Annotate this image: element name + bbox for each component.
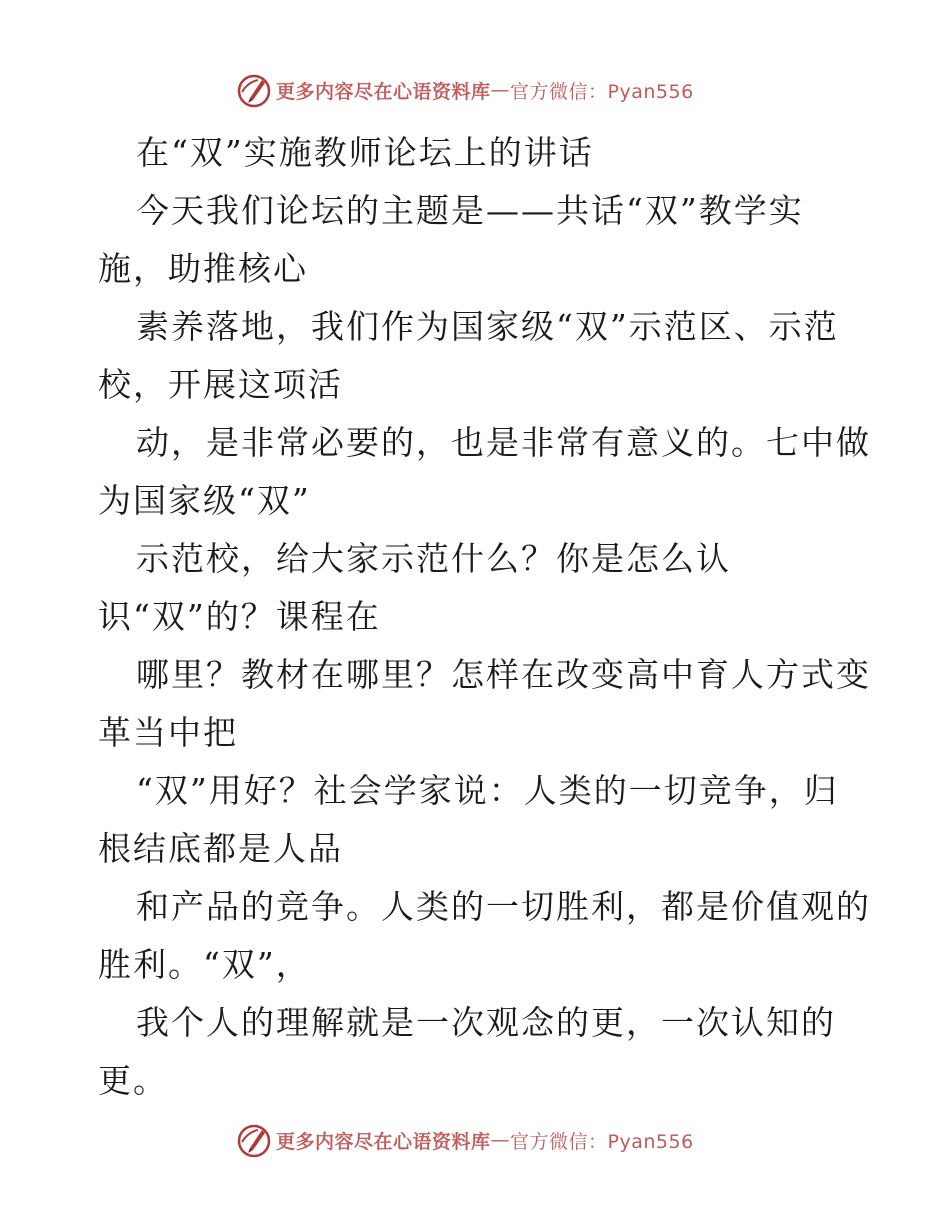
document-title: 在“双”实施教师论坛上的讲话: [136, 133, 594, 172]
document-body: [98, 124, 871, 1110]
text-line: 校，开展这项活: [98, 365, 343, 404]
text-line: 为国家级“双”: [98, 481, 311, 520]
text-line: 今天我们论坛的主题是——共话“双”教学实: [136, 191, 804, 230]
text-line: 根结底都是人品: [98, 829, 343, 868]
header-banner: [236, 72, 694, 108]
text-line: “双”用好？社会学家说：人类的一切竞争，归: [136, 771, 839, 810]
text-line: 施，助推核心: [98, 249, 308, 288]
banner-dash: —: [490, 79, 511, 101]
footer-banner: [236, 1122, 694, 1158]
banner-title: 更多内容尽在心语资料库: [276, 1130, 491, 1153]
banner-wechat: 官方微信：Pyan556: [510, 1130, 694, 1153]
text-line: 更。: [98, 1061, 168, 1100]
text-line: 和产品的竞争。人类的一切胜利，都是价值观的: [136, 887, 871, 926]
text-line: 革当中把: [98, 713, 238, 752]
pen-logo-icon: [236, 1122, 272, 1158]
text-line: 素养落地，我们作为国家级“双”示范区、示范: [136, 307, 839, 346]
banner-dash: —: [490, 1129, 511, 1151]
text-line: 哪里？教材在哪里？怎样在改变高中育人方式变: [136, 655, 871, 694]
text-line: 胜利。“双”，: [98, 945, 311, 984]
text-line: 示范校，给大家示范什么？你是怎么认: [136, 539, 731, 578]
banner-title: 更多内容尽在心语资料库: [276, 80, 491, 103]
text-line: 动，是非常必要的，也是非常有意义的。七中做: [136, 423, 871, 462]
text-line: 识“双”的？课程在: [98, 597, 381, 636]
banner-wechat: 官方微信：Pyan556: [510, 80, 694, 103]
pen-logo-icon: [236, 72, 272, 108]
text-line: 我个人的理解就是一次观念的更，一次认知的: [136, 1003, 836, 1042]
